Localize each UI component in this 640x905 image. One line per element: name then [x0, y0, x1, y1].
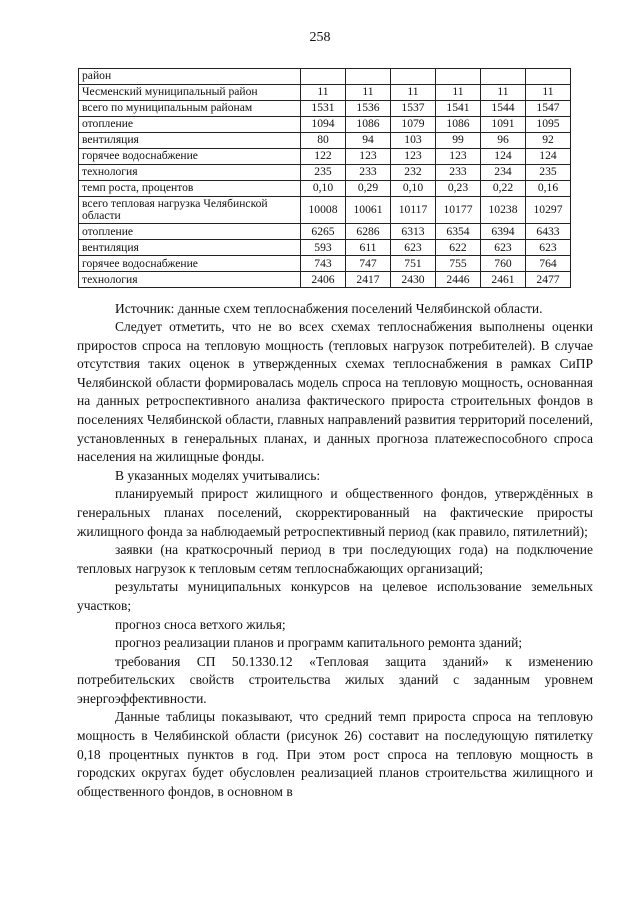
table-cell: 760 — [481, 256, 526, 272]
table-cell: 10008 — [301, 197, 346, 224]
row-label: район — [79, 69, 301, 85]
list-item: прогноз реализации планов и программ капитального ремонта зданий; — [115, 635, 523, 651]
table-cell: 1079 — [391, 117, 436, 133]
table-cell: 2446 — [436, 272, 481, 288]
row-label: вентиляция — [79, 133, 301, 149]
table-cell: 1086 — [436, 117, 481, 133]
table-cell: 755 — [436, 256, 481, 272]
table-cell: 11 — [436, 85, 481, 101]
table-row — [79, 272, 571, 288]
page-number: 258 — [309, 30, 331, 45]
table-cell: 234 — [481, 165, 526, 181]
table-cell: 6286 — [346, 224, 391, 240]
table-cell: 0,10 — [301, 181, 346, 197]
table-cell: 124 — [526, 149, 571, 165]
table-row — [79, 85, 571, 101]
table-cell: 10061 — [346, 197, 391, 224]
table-cell: 233 — [436, 165, 481, 181]
table-cell: 11 — [391, 85, 436, 101]
table-cell: 623 — [391, 240, 436, 256]
row-label: вентиляция — [79, 240, 301, 256]
table-cell: 1537 — [391, 101, 436, 117]
table-body — [79, 69, 571, 288]
table-row — [79, 240, 571, 256]
table-cell: 0,29 — [346, 181, 391, 197]
table-cell: 2461 — [481, 272, 526, 288]
table-row — [79, 165, 571, 181]
row-label: горячее водоснабжение — [79, 256, 301, 272]
table-cell: 6265 — [301, 224, 346, 240]
table-cell: 80 — [301, 133, 346, 149]
table-cell — [301, 69, 346, 85]
table-cell: 2406 — [301, 272, 346, 288]
table-row — [79, 224, 571, 240]
table-cell: 123 — [391, 149, 436, 165]
table-cell: 6394 — [481, 224, 526, 240]
row-label: всего по муниципальным районам — [79, 101, 301, 117]
table-cell: 0,10 — [391, 181, 436, 197]
list-item: прогноз сноса ветхого жилья; — [115, 616, 286, 632]
table-cell: 1086 — [346, 117, 391, 133]
table-cell: 123 — [436, 149, 481, 165]
table-cell: 2417 — [346, 272, 391, 288]
table-cell: 1095 — [526, 117, 571, 133]
table-row — [79, 133, 571, 149]
table-cell — [481, 69, 526, 85]
heat-load-table — [78, 68, 571, 288]
table-cell: 235 — [526, 165, 571, 181]
table-row — [79, 69, 571, 85]
row-label: технология — [79, 165, 301, 181]
table-row — [79, 256, 571, 272]
list-item: результаты муниципальных конкурсов на целевое использование земельных участков; — [77, 579, 593, 613]
table-cell: 6313 — [391, 224, 436, 240]
table-cell: 10177 — [436, 197, 481, 224]
table-cell: 623 — [481, 240, 526, 256]
list-item: требования СП 50.1330.12 «Тепловая защита зданий» к изменению потребительских свойств строительства жилых зданий с заданным уровнем энергоэффективности. — [77, 653, 593, 706]
table-cell: 593 — [301, 240, 346, 256]
table-cell: 123 — [346, 149, 391, 165]
table-cell — [391, 69, 436, 85]
table-cell — [346, 69, 391, 85]
table-cell: 99 — [436, 133, 481, 149]
table-cell — [526, 69, 571, 85]
paragraph: Следует отметить, что не во всех схемах теплоснабжения выполнены оценки приростов спроса на тепловую мощность (тепловых нагрузок потребителей). В случае отсутствия таких оценок в утвержденных схемах теплоснабжения в рамках СиПР Челябинской области формировалась модель спроса на тепловую мощность, основанная на данных ретроспективного анализа фактического прироста строительных фондов в поселениях Челябинской области, главных направлений развития территорий поселений, установленных в генеральных планах, и данных прогноза платежеспособного спроса населения на жилищные фонды. — [77, 319, 593, 465]
paragraph: Данные таблицы показывают, что средний темп прироста спроса на тепловую мощность в Челябинской области (рисунок 26) составит на последующую пятилетку 0,18 процентных пунктов в год. При этом рост спроса на тепловую мощность в городских округах будет обусловлен реализацией планов строительства жилищного и общественного фондов, в основном в — [77, 709, 593, 799]
table-cell: 0,16 — [526, 181, 571, 197]
row-label: горячее водоснабжение — [79, 149, 301, 165]
row-label: всего тепловая нагрузка Челябинской области — [79, 197, 301, 224]
table-cell: 103 — [391, 133, 436, 149]
row-label: Чесменский муниципальный район — [79, 85, 301, 101]
table-cell: 232 — [391, 165, 436, 181]
table-cell: 2430 — [391, 272, 436, 288]
table-cell: 124 — [481, 149, 526, 165]
table-cell: 764 — [526, 256, 571, 272]
list-item: заявки (на краткосрочный период в три последующих года) на подключение тепловых нагрузок к тепловым сетям теплоснабжающих организаций; — [77, 542, 593, 576]
table-cell — [436, 69, 481, 85]
table-cell: 611 — [346, 240, 391, 256]
table-cell: 11 — [346, 85, 391, 101]
table-row — [79, 197, 571, 224]
table-row — [79, 101, 571, 117]
table-cell: 743 — [301, 256, 346, 272]
table-cell: 1541 — [436, 101, 481, 117]
row-label: темп роста, процентов — [79, 181, 301, 197]
table-cell: 622 — [436, 240, 481, 256]
table-cell: 11 — [301, 85, 346, 101]
table-cell: 747 — [346, 256, 391, 272]
source-note: Источник: данные схем теплоснабжения поселений Челябинской области. — [115, 301, 543, 316]
table-cell: 0,22 — [481, 181, 526, 197]
table-row — [79, 181, 571, 197]
table-cell: 122 — [301, 149, 346, 165]
table-cell: 1091 — [481, 117, 526, 133]
table-cell: 92 — [526, 133, 571, 149]
table-cell: 751 — [391, 256, 436, 272]
row-label: технология — [79, 272, 301, 288]
table-cell: 96 — [481, 133, 526, 149]
table-row — [79, 149, 571, 165]
table-cell: 235 — [301, 165, 346, 181]
list-item: планируемый прирост жилищного и общественного фондов, утверждённых в генеральных планах поселений, скорректированный на фактические приросты жилищного фонда за наблюдаемый ретроспективный период (как правило, пятилетний); — [77, 486, 593, 539]
table-cell: 11 — [526, 85, 571, 101]
table-cell: 2477 — [526, 272, 571, 288]
table-cell: 623 — [526, 240, 571, 256]
table-cell: 1094 — [301, 117, 346, 133]
paragraph: В указанных моделях учитывались: — [115, 467, 321, 483]
table-cell: 1544 — [481, 101, 526, 117]
table-cell: 1536 — [346, 101, 391, 117]
table-cell: 0,23 — [436, 181, 481, 197]
table-cell: 10238 — [481, 197, 526, 224]
body-text — [77, 318, 593, 801]
table-cell: 10117 — [391, 197, 436, 224]
table-cell: 10297 — [526, 197, 571, 224]
table-cell: 94 — [346, 133, 391, 149]
row-label: отопление — [79, 224, 301, 240]
table-cell: 1531 — [301, 101, 346, 117]
table-cell: 233 — [346, 165, 391, 181]
table-cell: 1547 — [526, 101, 571, 117]
table-cell: 11 — [481, 85, 526, 101]
table-row — [79, 117, 571, 133]
row-label: отопление — [79, 117, 301, 133]
table-cell: 6433 — [526, 224, 571, 240]
table-cell: 6354 — [436, 224, 481, 240]
